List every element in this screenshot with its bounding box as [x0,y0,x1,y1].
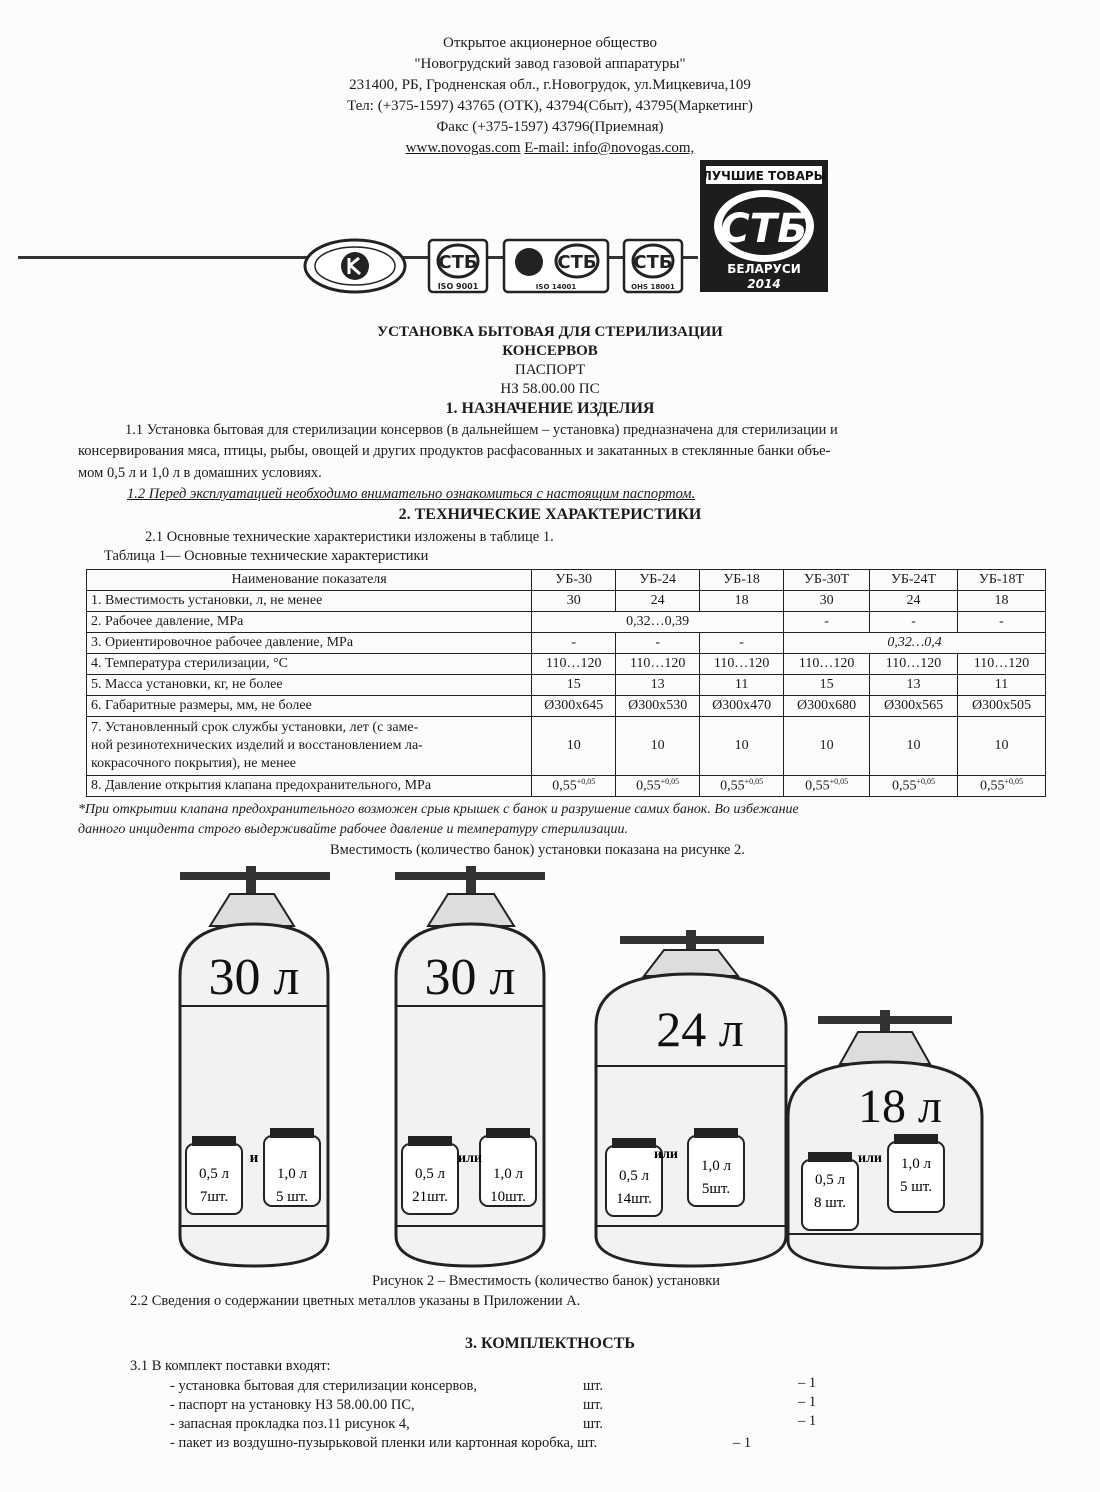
table-row [87,776,1046,797]
table-cell: Ø300x645 [532,696,616,717]
th-ub24t: УБ-24Т [870,570,958,591]
iso9001-cert-icon [427,238,489,294]
note-line1: *При открытии клапана предохранительного возможен срыв крышек с банок и разрушение самих банок. Во избежание [78,802,799,817]
list-item-qty: – 1 [798,1375,817,1391]
section2-p1: 2.1 Основные технические характеристики изложены в таблице 1. [145,529,554,545]
table-cell: 0,32…0,39 [532,612,784,633]
unit4-small-vol: 0,5 л [815,1172,845,1188]
unit1-large-qty: 5 шт. [276,1189,308,1205]
table-cell: 10 [870,717,958,776]
stamp-year-text: 2014 [747,277,781,291]
table-cell: 15 [532,675,616,696]
unit3-small-qty: 14шт. [616,1191,652,1207]
valve-tolerance: +0,05 [576,777,596,787]
table-cell: 18 [700,591,784,612]
unit4-small-qty: 8 шт. [814,1195,846,1211]
table-cell: Ø300x680 [784,696,870,717]
spec-table [86,569,1046,797]
list-item: - установка бытовая для стерилизации консервов, [170,1378,478,1394]
table-row [87,633,1046,654]
table-cell: Ø300x470 [700,696,784,717]
ohs18001-label: OHS 18001 [631,283,675,291]
table-row [87,696,1046,717]
th-ub30t: УБ-30Т [784,570,870,591]
list-item-unit: шт. [583,1397,604,1413]
table-cell [532,776,616,797]
stamp-top-text: ЛУЧШИЕ ТОВАРЫ [701,169,827,183]
table-cell: 11 [958,675,1046,696]
company-type: Открытое акционерное общество [443,35,657,51]
table-cell: 8. Давление открытия клапана предохранительного, MPa [87,776,532,797]
unit1-small-vol: 0,5 л [199,1166,229,1182]
table-caption: Таблица 1— Основные технические характеристики [104,548,429,564]
valve-tolerance: +0,05 [660,777,680,787]
iso14001-cert-icon [502,238,610,294]
table-cell: Ø300x505 [958,696,1046,717]
table-cell: - [532,633,616,654]
table-row [87,612,1046,633]
table-cell: - [700,633,784,654]
company-phone: Тел: (+375-1597) 43765 (ОТК), 43794(Сбыт), 43795(Маркетинг) [347,98,753,114]
doc-title-line3: ПАСПОРТ [514,362,586,378]
service-life-line3: кокрасочного покрытия), не менее [91,756,296,771]
unit4-large-qty: 5 шт. [900,1179,932,1195]
table-cell: 110…120 [532,654,616,675]
table-header-row [87,570,1046,591]
list-item-qty: – 1 [733,1435,752,1451]
list-item: - паспорт на установку НЗ 58.00.00 ПС, [170,1397,415,1413]
unit-30l-a [180,866,330,1266]
unit2-large-qty: 10шт. [490,1189,526,1205]
unit1-small-qty: 7шт. [199,1189,229,1205]
table-cell: 110…120 [958,654,1046,675]
company-address: 231400, РБ, Гродненская обл., г.Новогрудок, ул.Мицкевича,109 [349,77,751,93]
note-line2: данного инцидента строго выдерживайте рабочее давление и температуру стерилизации. [78,822,628,837]
unit-18l [788,1010,982,1268]
th-ub18t: УБ-18Т [958,570,1046,591]
table-row [87,717,1046,776]
doc-title-line2: КОНСЕРВОВ [502,343,598,359]
th-ub18: УБ-18 [700,570,784,591]
table-cell [700,776,784,797]
doc-code: НЗ 58.00.00 ПС [500,381,600,397]
unit2-small-qty: 21шт. [412,1189,448,1205]
table-cell: 6. Габаритные размеры, мм, не более [87,696,532,717]
iso14001-stb-mark: СТБ [557,252,597,273]
table-cell: 10 [700,717,784,776]
th-ub24: УБ-24 [616,570,700,591]
unit-30l-b [395,866,545,1266]
unit4-volume: 18 л [858,1080,942,1133]
ohs-stb-mark: СТБ [633,252,673,273]
table-cell: 13 [616,675,700,696]
section1-p1-line3: мом 0,5 л и 1,0 л в домашних условиях. [78,465,322,481]
email-link[interactable]: E-mail: info@novogas.com, [524,140,695,156]
ohs18001-cert-icon [622,238,684,294]
table-cell [958,776,1046,797]
unit3-large-qty: 5шт. [701,1181,731,1197]
unit3-conj: или [654,1147,678,1162]
unit4-conj: или [858,1151,882,1166]
list-item-qty: – 1 [798,1394,817,1410]
section1-heading: 1. НАЗНАЧЕНИЕ ИЗДЕЛИЯ [445,400,655,417]
unit3-large-vol: 1,0 л [701,1158,731,1174]
section1-p1-line1: 1.1 Установка бытовая для стерилизации консервов (в дальнейшем – установка) предназначена для стерилизации и [125,422,838,438]
section1-p1-line2: консервирования мяса, птицы, рыбы, овощей и других продуктов расфасованных и закатанных в стеклянные банки объе- [78,443,831,459]
table-cell: 110…120 [870,654,958,675]
iso14001-label: ISO 14001 [535,283,577,291]
table-cell: 3. Ориентировочное рабочее давление, MPa [87,633,532,654]
table-cell: 4. Температура стерилизации, °C [87,654,532,675]
table-cell: 110…120 [616,654,700,675]
table-cell-service-life [87,717,532,776]
service-life-line1: 7. Установленный срок службы установки, лет (с заме- [91,720,419,735]
unit2-small-vol: 0,5 л [415,1166,445,1182]
table-cell: - [870,612,958,633]
valve-value: 0,55 [636,778,661,794]
website-link[interactable]: www.novogas.com [405,140,521,156]
best-goods-belarus-stamp-icon [700,160,828,292]
table-cell: 0,32…0,4 [784,633,1046,654]
table-cell: 11 [700,675,784,696]
iso9001-stb-mark: СТБ [438,252,478,273]
unit3-small-vol: 0,5 л [619,1168,649,1184]
unit2-volume: 30 л [424,949,516,1006]
valve-tolerance: +0,05 [744,777,764,787]
table-cell: 30 [532,591,616,612]
table-cell: 13 [870,675,958,696]
table-cell: 24 [870,591,958,612]
factory-logo-icon [303,238,407,294]
list-item-unit: шт. [583,1416,604,1432]
table-cell: 30 [784,591,870,612]
doc-title-line1: УСТАНОВКА БЫТОВАЯ ДЛЯ СТЕРИЛИЗАЦИИ [377,324,723,340]
table-cell: 10 [616,717,700,776]
valve-tolerance: +0,05 [1004,777,1023,787]
list-item-unit: шт. [583,1378,604,1394]
table-cell [870,776,958,797]
company-name: "Новогрудский завод газовой аппаратуры" [414,56,686,72]
section2-p2: 2.2 Сведения о содержании цветных металлов указаны в Приложении А. [130,1293,581,1309]
table-cell [616,776,700,797]
valve-value: 0,55 [979,778,1005,794]
table-row [87,675,1046,696]
capacity-figure [170,866,990,1274]
unit3-volume: 24 л [656,1001,744,1057]
valve-tolerance: +0,05 [916,777,936,787]
unit1-conj: и [249,1150,259,1166]
iso9001-label: ISO 9001 [437,282,479,291]
table-cell: 10 [532,717,616,776]
list-item: - пакет из воздушно-пузырьковой пленки или картонная коробка, шт. [170,1435,598,1451]
stamp-country-text: БЕЛАРУСИ [727,262,801,276]
table-cell: 5. Масса установки, кг, не более [87,675,532,696]
valve-value: 0,55 [805,778,830,794]
service-life-line2: ной резинотехнических изделий и восстановлением ла- [91,738,423,753]
section3-heading: 3. КОМПЛЕКТНОСТЬ [465,1335,635,1352]
table-cell: 10 [784,717,870,776]
company-header [0,33,1100,159]
valve-tolerance: +0,05 [829,777,849,787]
table-cell: 15 [784,675,870,696]
table-row [87,591,1046,612]
list-item: - запасная прокладка поз.11 рисунок 4, [170,1416,410,1432]
unit-24l [596,930,786,1266]
company-fax: Факс (+375-1597) 43796(Приемная) [436,119,664,135]
unit2-large-vol: 1,0 л [493,1166,523,1182]
section2-heading: 2. ТЕХНИЧЕСКИЕ ХАРАКТЕРИСТИКИ [398,506,702,523]
unit1-large-vol: 1,0 л [277,1166,307,1182]
unit1-volume: 30 л [208,949,300,1006]
table-cell: - [616,633,700,654]
table-cell: 10 [958,717,1046,776]
section3-intro: 3.1 В комплект поставки входят: [130,1358,331,1374]
figure-reference: Вместимость (количество банок) установки показана на рисунке 2. [330,842,745,858]
table-cell: Ø300x530 [616,696,700,717]
valve-value: 0,55 [552,778,577,794]
table-cell: 110…120 [784,654,870,675]
table-row [87,654,1046,675]
unit4-large-vol: 1,0 л [901,1156,931,1172]
table-cell: Ø300x565 [870,696,958,717]
figure-caption: Рисунок 2 – Вместимость (количество банок) установки [372,1273,721,1289]
table-cell [784,776,870,797]
th-ub30: УБ-30 [532,570,616,591]
table-cell: 18 [958,591,1046,612]
table-cell: 1. Вместимость установки, л, не менее [87,591,532,612]
list-item-qty: – 1 [798,1413,817,1429]
unit2-conj: или [458,1151,482,1166]
stamp-stb-text: СТБ [720,206,808,252]
section1-p2: 1.2 Перед эксплуатацией необходимо внимательно ознакомиться с настоящим паспортом. [127,486,696,502]
th-param: Наименование показателя [87,570,532,591]
table-cell: 24 [616,591,700,612]
table-cell: 110…120 [700,654,784,675]
table-cell: 2. Рабочее давление, MPa [87,612,532,633]
valve-value: 0,55 [720,778,745,794]
table-cell: - [958,612,1046,633]
valve-value: 0,55 [892,778,917,794]
table-cell: - [784,612,870,633]
